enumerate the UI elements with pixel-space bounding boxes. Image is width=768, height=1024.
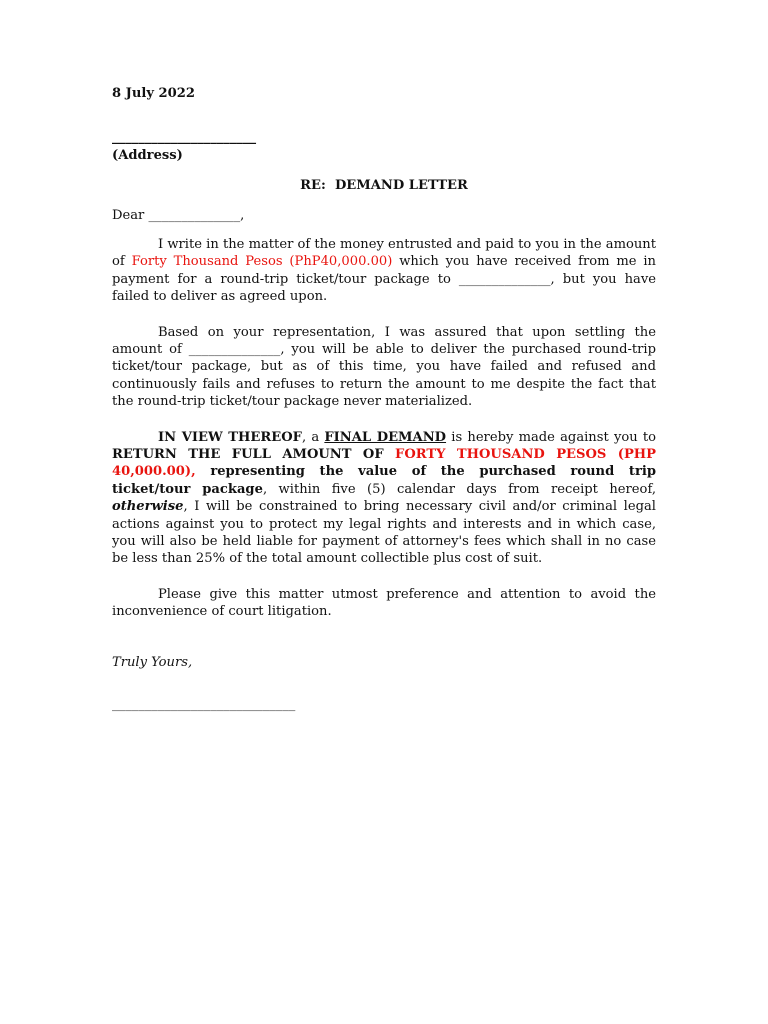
closing: Truly Yours, [112, 654, 193, 670]
paragraph-representation [112, 324, 656, 411]
paragraph-final-demand [112, 429, 656, 568]
final-demand-text-2: is hereby made against you to [446, 429, 657, 445]
representing-value: representing the value of the purchased round trip ticket/tour package [112, 464, 656, 497]
paragraph-payment-text-1: I write in the matter of the money entrusted and paid to you in the amount of [112, 236, 656, 270]
return-full-amount: RETURN THE FULL AMOUNT OF [112, 447, 396, 463]
paragraph-representation-text: Based on your representation, I was assured that upon settling the amount of ______________, you will be able to deliver the purchased round-trip ticket/tour package, but as of this time, you have failed and refused and continuously fails and refuses to return the amount to me despite the fact that the round-trip ticket/tour package never materialized. [112, 324, 656, 410]
paragraph-preference [112, 586, 656, 621]
payment-amount: Forty Thousand Pesos (PhP40,000.00) [131, 254, 393, 270]
letter-date: 8 July 2022 [112, 86, 195, 101]
final-demand-label: FINAL DEMAND [324, 429, 447, 445]
paragraph-payment-text-2: which you have received from me in payment for a round-trip ticket/tour package to ______________, but you have failed to deliver as agreed upon. [112, 254, 656, 305]
demand-amount: FORTY THOUSAND PESOS (PHP 40,000.00), [112, 447, 657, 480]
otherwise-word: otherwise [112, 499, 184, 515]
subject-title: DEMAND LETTER [334, 178, 468, 194]
address-blank-line: ______________________ [112, 130, 257, 146]
paragraph-preference-text: Please give this matter utmost preference and attention to avoid the inconvenience of court litigation. [112, 586, 656, 620]
final-demand-text-4: , I will be constrained to bring necessary civil and/or criminal legal actions against you to protect my legal rights and interests and in which case, you will also be held liable for payment of attorney's fees which shall in no case be less than 25% of the total amount collectible plus cost of suit. [112, 499, 656, 567]
demand-letter [112, 85, 656, 713]
salutation [112, 207, 656, 224]
final-demand-text-3: , within five (5) calendar days from receipt hereof, [262, 481, 656, 497]
subject-line [112, 177, 656, 194]
paragraph-payment [112, 236, 656, 306]
in-view-thereof: IN VIEW THEREOF [158, 429, 302, 445]
salutation-prefix: Dear [112, 207, 145, 223]
salutation-blank: ______________, [148, 207, 245, 223]
signature-blank-line: ____________________________ [112, 697, 296, 713]
subject-prefix: RE: [300, 178, 326, 194]
final-demand-text-1: , a [301, 429, 325, 445]
address-label: (Address) [112, 147, 183, 163]
